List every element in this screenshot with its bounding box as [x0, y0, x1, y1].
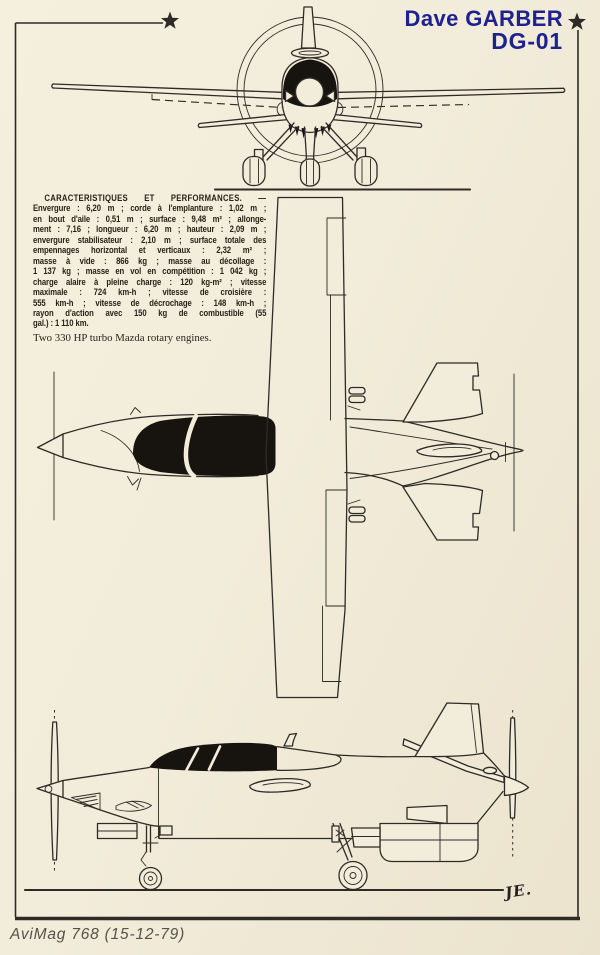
magazine-credit: AviMag 768 (15-12-79) — [10, 926, 186, 943]
spec-line: en bout d'aile : 0,51 m ; surface : 9,48 m² ; allonge- — [33, 213, 267, 224]
spec-line: gal.) : 1 110 km. — [33, 318, 89, 329]
spec-line: maximale : 724 km-h ; vitesse de croisière : — [33, 287, 267, 298]
spec-line: 555 km-h ; vitesse de décrochage : 148 km-h ; — [33, 297, 267, 308]
spec-line: empennages horizontal et verticaux : 2,32 m² ; — [33, 245, 267, 256]
spec-line: ment : 7,16 ; longueur : 6,20 m ; hauteur : 2,09 m ; — [33, 224, 267, 235]
spec-line: envergure stabilisateur : 2,10 m ; surface totale des — [33, 234, 267, 245]
spec-line: Envergure : 6,20 m ; corde à l'emplanture : 1,02 m ; — [33, 203, 267, 214]
page-title — [405, 7, 563, 53]
star-icon — [161, 12, 179, 29]
spec-line: charge alaire à pleine charge : 120 kg-m² ; vitesse — [33, 276, 267, 287]
spec-line: rayon d'action avec 150 kg de combustible (55 — [33, 307, 267, 318]
engines-note: Two 330 HP turbo Mazda rotary engines. — [33, 332, 212, 344]
specs-paragraph — [33, 193, 266, 329]
spec-line: masse à vide : 866 kg ; masse au décollage : — [33, 255, 267, 266]
star-icon — [568, 13, 586, 30]
specs-heading: CARACTERISTIQUES ET PERFORMANCES. — — [44, 193, 267, 203]
title-aircraft-designation: DG-01 — [491, 28, 563, 54]
spec-line: 1 137 kg ; masse en vol en compétition : 1 042 kg ; — [33, 266, 267, 277]
title-designer: Dave GARBER — [404, 6, 563, 31]
side-view-drawing — [25, 703, 529, 890]
artist-signature: JE. — [503, 880, 534, 902]
